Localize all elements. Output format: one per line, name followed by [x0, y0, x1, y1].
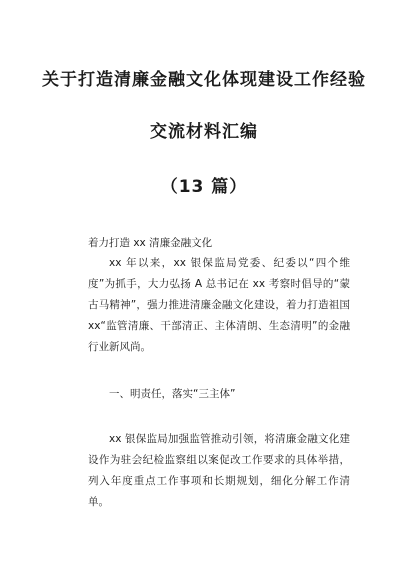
paragraph-2: xx 银保监局加强监管推动引领，将清廉金融文化建设作为驻会纪检监察组以案促改工作要求的具体举措，列入年度重点工作事项和长期规划，细化分解工作清单。 — [88, 433, 350, 508]
document-title-line-2: 交流材料汇编 — [150, 122, 258, 142]
document-title-count: （13 篇） — [160, 177, 248, 197]
paragraph-1: xx 年以来，xx 银保监局党委、纪委以“四个维度”为抓手，大力弘扬 A 总书记在 xx 考察时倡导的“蒙古马精神”，强力推进清廉金融文化建设，着力打造祖国 xx“监管清廉、干部清正、主体清朗、生态清明”的金融行业新风尚。 — [88, 257, 350, 353]
article-subtitle: 着力打造 xx 清廉金融文化 — [88, 237, 213, 249]
section-heading: 一、明责任，落实“三主体” — [109, 388, 236, 400]
document-title-line-1: 关于打造清廉金融文化体现建设工作经验 — [42, 70, 366, 90]
